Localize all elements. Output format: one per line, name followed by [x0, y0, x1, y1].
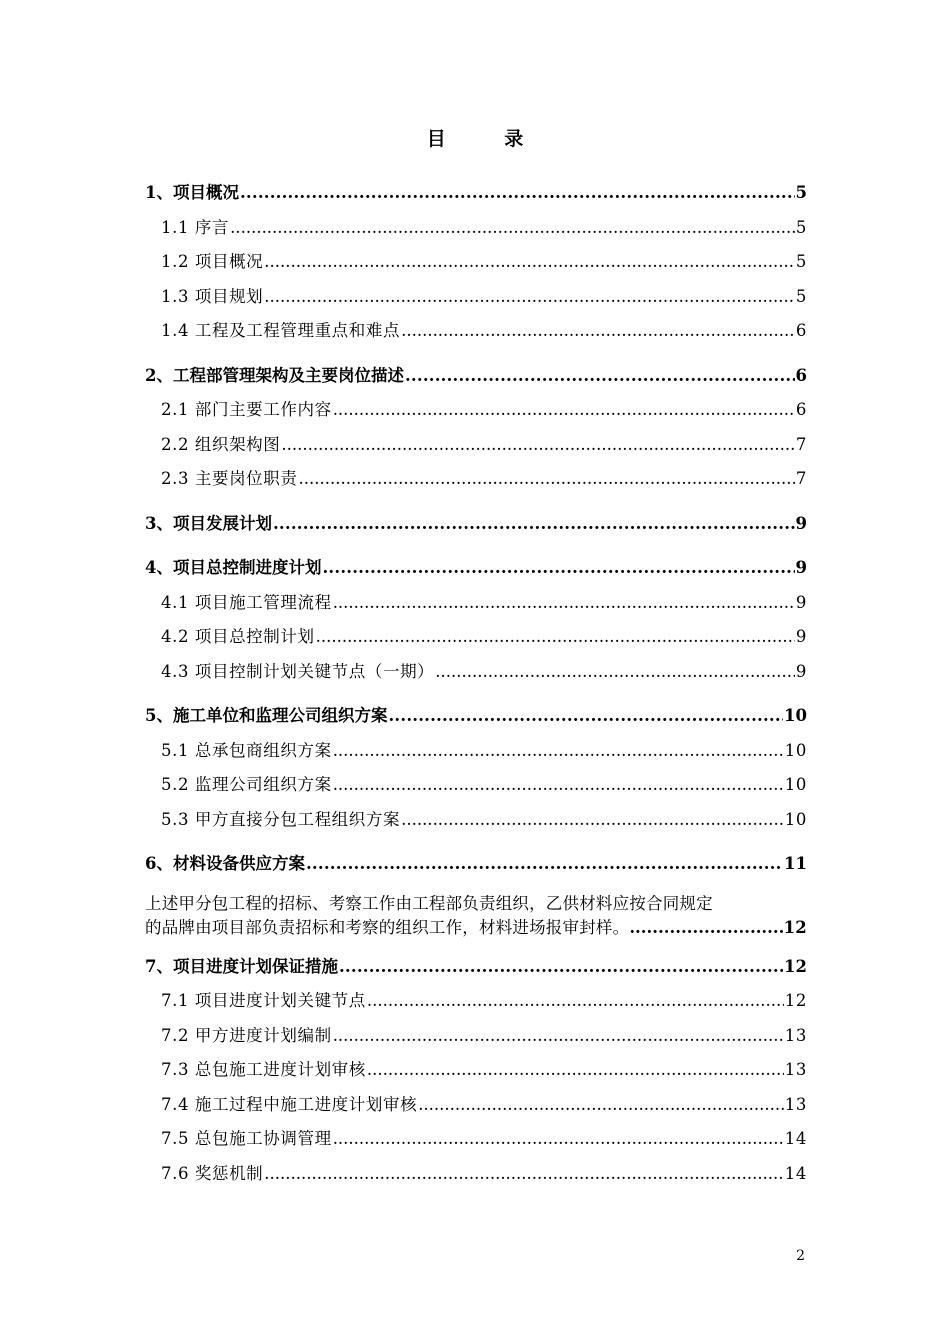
toc-leader-dots — [333, 768, 784, 803]
toc-page-number: 9 — [795, 661, 807, 681]
toc-page-number: 9 — [795, 558, 807, 577]
toc-entry-label: 1.2 项目概况 — [161, 252, 264, 271]
toc-chapter-entry[interactable] — [145, 699, 807, 734]
toc-section-entry[interactable] — [145, 586, 807, 621]
toc-page-number: 9 — [795, 592, 807, 612]
toc-entry-label: 1、项目概况 — [145, 183, 239, 202]
toc-entry-label: 1.3 项目规划 — [161, 286, 264, 306]
toc-entry-label: 1.1 序言 — [161, 217, 230, 237]
toc-page-number: 13 — [784, 1025, 807, 1045]
toc-page-number: 13 — [784, 1060, 807, 1079]
toc-entry-label: 2.3 主要岗位职责 — [161, 469, 298, 488]
toc-entry-label: 5.1 总承包商组织方案 — [161, 740, 332, 760]
toc-entry-label: 5、施工单位和监理公司组织方案 — [145, 706, 388, 725]
table-of-contents — [145, 176, 807, 1191]
toc-section-entry[interactable] — [145, 1122, 807, 1157]
toc-entry-label: 7.6 奖惩机制 — [161, 1163, 264, 1183]
toc-title: 目 录 — [426, 128, 550, 150]
toc-page-number: 5 — [795, 286, 807, 306]
toc-section-entry[interactable] — [145, 211, 807, 246]
toc-page-number: 10 — [784, 775, 807, 794]
toc-leader-dots — [333, 1019, 784, 1054]
toc-page-number: 6 — [795, 365, 807, 385]
toc-leader-dots — [418, 1088, 784, 1123]
toc-chapter-entry[interactable] — [145, 507, 807, 542]
toc-page-number: 12 — [784, 956, 807, 976]
toc-entry-label: 4.1 项目施工管理流程 — [161, 592, 332, 612]
toc-section-entry[interactable] — [145, 1053, 807, 1088]
toc-chapter-entry[interactable] — [145, 176, 807, 211]
toc-page-number: 13 — [784, 1094, 807, 1114]
toc-section-entry[interactable] — [145, 655, 807, 690]
toc-chapter-entry[interactable] — [145, 847, 807, 882]
toc-entry-label: 4、项目总控制进度计划 — [145, 558, 322, 577]
toc-entry-label: 2.2 组织架构图 — [161, 434, 281, 454]
toc-page-number: 7 — [795, 469, 807, 488]
toc-entry-label: 7、项目进度计划保证措施 — [145, 956, 338, 976]
toc-page-number: 12 — [783, 917, 807, 937]
toc-leader-dots — [388, 699, 783, 734]
toc-leader-dots — [401, 803, 784, 838]
toc-section-entry[interactable] — [145, 1157, 807, 1192]
toc-page-number: 10 — [784, 809, 807, 829]
toc-page-number: 9 — [795, 627, 807, 646]
toc-entry-label: 7.2 甲方进度计划编制 — [161, 1025, 332, 1045]
toc-entry-label: 7.3 总包施工进度计划审核 — [161, 1060, 366, 1079]
toc-leader-dots — [401, 314, 795, 349]
toc-section-entry[interactable] — [145, 462, 807, 497]
toc-page-number: 14 — [784, 1129, 807, 1148]
toc-chapter-entry[interactable] — [145, 359, 807, 394]
toc-leader-dots — [367, 984, 784, 1019]
toc-page-number: 10 — [784, 740, 807, 760]
toc-leader-dots — [299, 462, 795, 497]
toc-page-number: 12 — [784, 991, 807, 1010]
toc-page-number: 11 — [784, 854, 807, 873]
toc-paragraph-text: 的品牌由项目部负责招标和考察的组织工作，材料进场报审封样。 — [145, 917, 630, 937]
toc-leader-dots — [333, 1122, 784, 1157]
toc-page-number: 9 — [795, 513, 807, 533]
toc-entry-label: 7.4 施工过程中施工进度计划审核 — [161, 1094, 418, 1114]
toc-leader-dots — [367, 1053, 784, 1088]
toc-entry-label: 1.4 工程及工程管理重点和难点 — [161, 321, 401, 340]
toc-page-number: 6 — [795, 400, 807, 419]
toc-entry-label: 3、项目发展计划 — [145, 513, 272, 533]
toc-section-entry[interactable] — [145, 984, 807, 1019]
toc-chapter-entry[interactable] — [145, 950, 807, 985]
toc-page-number: 10 — [784, 706, 807, 725]
toc-leader-dots — [316, 620, 795, 655]
toc-section-entry[interactable] — [145, 734, 807, 769]
toc-paragraph-line — [145, 916, 807, 940]
toc-page-number: 5 — [795, 252, 807, 271]
toc-section-entry[interactable] — [145, 1088, 807, 1123]
toc-page-number: 6 — [795, 321, 807, 340]
toc-section-entry[interactable] — [145, 314, 807, 349]
toc-entry-label: 5.3 甲方直接分包工程组织方案 — [161, 809, 401, 829]
toc-entry-label: 7.5 总包施工协调管理 — [161, 1129, 332, 1148]
toc-leader-dots — [264, 1157, 784, 1192]
toc-page-number: 14 — [784, 1163, 807, 1183]
toc-section-entry[interactable] — [145, 803, 807, 838]
toc-section-entry[interactable] — [145, 620, 807, 655]
toc-page-number: 5 — [795, 217, 807, 237]
toc-section-entry[interactable] — [145, 280, 807, 315]
toc-section-entry[interactable] — [145, 428, 807, 463]
toc-page-number: 7 — [795, 434, 807, 454]
toc-leader-dots — [333, 393, 795, 428]
toc-leader-dots — [240, 176, 795, 211]
toc-leader-dots — [322, 551, 794, 586]
toc-leader-dots — [629, 916, 783, 940]
toc-section-entry[interactable] — [145, 245, 807, 280]
toc-leader-dots — [273, 507, 795, 542]
toc-entry-label: 4.3 项目控制计划关键节点（一期） — [161, 661, 435, 681]
toc-entry-label: 5.2 监理公司组织方案 — [161, 775, 332, 794]
toc-page-number: 5 — [795, 183, 807, 202]
toc-entry-label: 2、工程部管理架构及主要岗位描述 — [145, 365, 404, 385]
toc-leader-dots — [333, 586, 795, 621]
toc-entry-label: 7.1 项目进度计划关键节点 — [161, 991, 366, 1010]
toc-leader-dots — [435, 655, 795, 690]
toc-section-entry[interactable] — [145, 768, 807, 803]
toc-entry-label: 2.1 部门主要工作内容 — [161, 400, 332, 419]
toc-leader-dots — [333, 734, 784, 769]
toc-leader-dots — [306, 847, 783, 882]
toc-entry-label: 6、材料设备供应方案 — [145, 854, 305, 873]
toc-section-entry[interactable] — [145, 1019, 807, 1054]
toc-leader-dots — [264, 245, 795, 280]
toc-leader-dots — [264, 280, 795, 315]
page-number: 2 — [796, 1248, 805, 1264]
toc-paragraph-line: 上述甲分包工程的招标、考察工作由工程部负责组织，乙供材料应按合同规定 — [145, 893, 713, 913]
toc-leader-dots — [405, 359, 795, 394]
toc-leader-dots — [339, 950, 783, 985]
toc-entry-label: 4.2 项目总控制计划 — [161, 627, 315, 646]
toc-chapter-entry[interactable] — [145, 551, 807, 586]
toc-leader-dots — [281, 428, 795, 463]
toc-leader-dots — [230, 211, 795, 246]
toc-paragraph-entry[interactable] — [145, 892, 807, 940]
toc-section-entry[interactable] — [145, 393, 807, 428]
